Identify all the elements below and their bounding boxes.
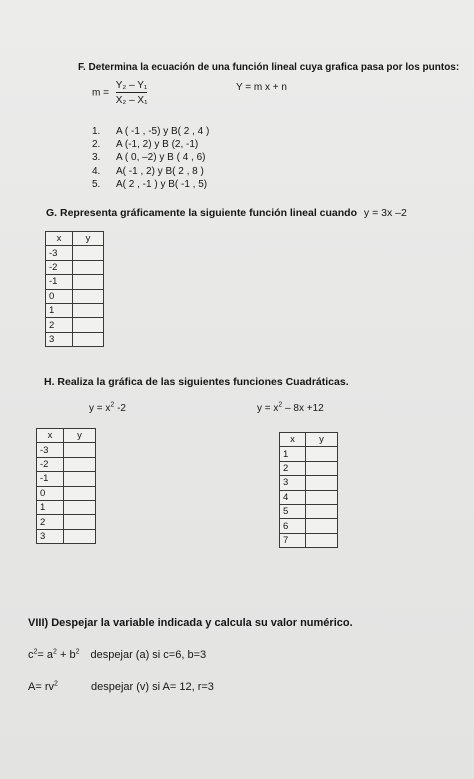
table-header-row — [46, 232, 104, 246]
eq1-plus-b: + b — [56, 649, 76, 661]
section-g-title-text: G. Representa gráficamente la siguiente función lineal cuando — [46, 207, 357, 219]
list-item-text: A (-1, 2) y B (2, -1) — [116, 139, 199, 151]
value-table-h1 — [36, 428, 96, 544]
func2-rhs: – 8x +12 — [282, 403, 324, 414]
list-item-number: 3. — [92, 152, 101, 164]
table-cell-y[interactable] — [306, 461, 338, 475]
equation-1 — [28, 649, 206, 661]
quadratic-function-1 — [89, 403, 126, 414]
table-row — [46, 289, 104, 303]
table-cell-y[interactable] — [73, 246, 104, 260]
slope-denominator: X₂ – X₁ — [115, 95, 148, 106]
quadratic-function-2 — [257, 403, 324, 414]
table-cell-y[interactable] — [73, 275, 104, 289]
eq1-a-exponent: 2 — [53, 648, 57, 656]
points-list — [92, 125, 209, 191]
func2-exponent: 2 — [278, 401, 283, 409]
table-cell-y[interactable] — [64, 500, 96, 514]
table-row — [46, 246, 104, 260]
value-table-g — [45, 231, 104, 347]
table-cell-x: 2 — [280, 461, 306, 475]
list-item-text: A ( 0, –2) y B ( 4 , 6) — [116, 152, 206, 164]
table-row — [46, 332, 104, 346]
table-row — [46, 275, 104, 289]
slope-fraction — [116, 80, 148, 106]
func1-rhs: -2 — [114, 403, 126, 414]
table-header-y: y — [73, 232, 104, 246]
eq2-lhs: A= rv — [28, 681, 54, 693]
eq2-instruction: despejar (v) si A= 12, r=3 — [91, 681, 214, 693]
table-cell-x: 1 — [46, 303, 73, 317]
value-table-h2 — [279, 432, 338, 548]
table-row — [37, 529, 96, 543]
section-g-title — [46, 207, 407, 219]
table-row — [46, 303, 104, 317]
table-cell-x: 0 — [46, 289, 73, 303]
table-cell-y[interactable] — [64, 457, 96, 471]
section-viii-title: VIII) Despejar la variable indicada y calcula su valor numérico. — [28, 617, 353, 629]
table-row — [46, 260, 104, 274]
table-cell-x: 5 — [280, 504, 306, 518]
table-cell-y[interactable] — [306, 476, 338, 490]
table-cell-x: 2 — [46, 318, 73, 332]
table-cell-x: -3 — [46, 246, 73, 260]
table-cell-x: -1 — [37, 472, 64, 486]
slope-numerator: Y₂ – Y₁ — [115, 80, 148, 91]
table-cell-x: 3 — [46, 332, 73, 346]
table-header-y: y — [64, 429, 96, 443]
table-cell-x: -1 — [46, 275, 73, 289]
table-cell-x: 1 — [280, 447, 306, 461]
table-cell-y[interactable] — [64, 486, 96, 500]
table-cell-x: 1 — [37, 500, 64, 514]
func2-lhs: y = x — [257, 403, 279, 414]
table-cell-y[interactable] — [73, 318, 104, 332]
line-equation: Y = m x + n — [236, 82, 287, 93]
table-row — [37, 486, 96, 500]
list-item — [92, 125, 209, 138]
table-cell-y[interactable] — [73, 303, 104, 317]
table-row — [280, 504, 338, 518]
table-cell-x: -2 — [46, 260, 73, 274]
table-cell-y[interactable] — [306, 504, 338, 518]
table-header-row — [280, 433, 338, 447]
table-header-y: y — [306, 433, 338, 447]
list-item — [92, 151, 209, 164]
table-header-x: x — [46, 232, 73, 246]
table-header-x: x — [37, 429, 64, 443]
eq2-exponent: 2 — [53, 680, 58, 688]
list-item-number: 2. — [92, 139, 101, 151]
table-row — [37, 472, 96, 486]
table-cell-x: 7 — [280, 533, 306, 547]
section-g-function: y = 3x –2 — [363, 207, 407, 219]
table-cell-y[interactable] — [64, 515, 96, 529]
table-row — [37, 500, 96, 514]
table-cell-x: 6 — [280, 519, 306, 533]
table-cell-y[interactable] — [64, 529, 96, 543]
list-item — [92, 178, 209, 191]
list-item — [92, 165, 209, 178]
table-row — [280, 461, 338, 475]
table-cell-y[interactable] — [73, 332, 104, 346]
table-cell-x: -2 — [37, 457, 64, 471]
table-cell-x: 0 — [37, 486, 64, 500]
table-cell-x: -3 — [37, 443, 64, 457]
table-row — [37, 457, 96, 471]
list-item — [92, 138, 209, 151]
table-cell-x: 4 — [280, 490, 306, 504]
equation-2 — [28, 681, 58, 693]
table-row — [280, 476, 338, 490]
slope-formula-prefix: m = — [92, 87, 109, 99]
table-cell-x: 3 — [280, 476, 306, 490]
table-row — [46, 318, 104, 332]
table-cell-y[interactable] — [64, 443, 96, 457]
table-cell-y[interactable] — [73, 289, 104, 303]
eq1-b-exponent: 2 — [75, 648, 80, 656]
table-cell-y[interactable] — [306, 447, 338, 461]
table-cell-y[interactable] — [64, 472, 96, 486]
slope-formula — [92, 80, 147, 106]
table-cell-y[interactable] — [306, 490, 338, 504]
list-item-number: 4. — [92, 165, 101, 177]
func1-lhs: y = x — [89, 403, 111, 414]
table-cell-y[interactable] — [306, 533, 338, 547]
table-cell-y[interactable] — [306, 519, 338, 533]
table-cell-x: 3 — [37, 529, 64, 543]
table-row — [280, 447, 338, 461]
table-row — [280, 519, 338, 533]
table-cell-y[interactable] — [73, 260, 104, 274]
table-header-x: x — [280, 433, 306, 447]
list-item-text: A ( -1 , -5) y B( 2 , 4 ) — [116, 126, 210, 137]
list-item-number: 5. — [92, 178, 101, 190]
section-f-title: F. Determina la ecuación de una función lineal cuya grafica pasa por los puntos: — [78, 62, 460, 73]
eq1-c: c — [28, 649, 34, 661]
table-row — [37, 443, 96, 457]
eq1-mid: = a — [37, 649, 54, 661]
table-header-row — [37, 429, 96, 443]
func1-exponent: 2 — [110, 401, 115, 409]
table-cell-x: 2 — [37, 515, 64, 529]
list-item-text: A( 2 , -1 ) y B( -1 , 5) — [116, 178, 208, 190]
eq1-c-exponent: 2 — [33, 648, 38, 656]
list-item-text: A( -1 , 2) y B( 2 , 8 ) — [116, 165, 204, 177]
eq1-instruction: despejar (a) si c=6, b=3 — [90, 649, 207, 661]
table-row — [280, 533, 338, 547]
table-row — [280, 490, 338, 504]
section-h-title: H. Realiza la gráfica de las siguientes funciones Cuadráticas. — [44, 376, 349, 388]
table-row — [37, 515, 96, 529]
list-item-number: 1. — [92, 126, 101, 137]
